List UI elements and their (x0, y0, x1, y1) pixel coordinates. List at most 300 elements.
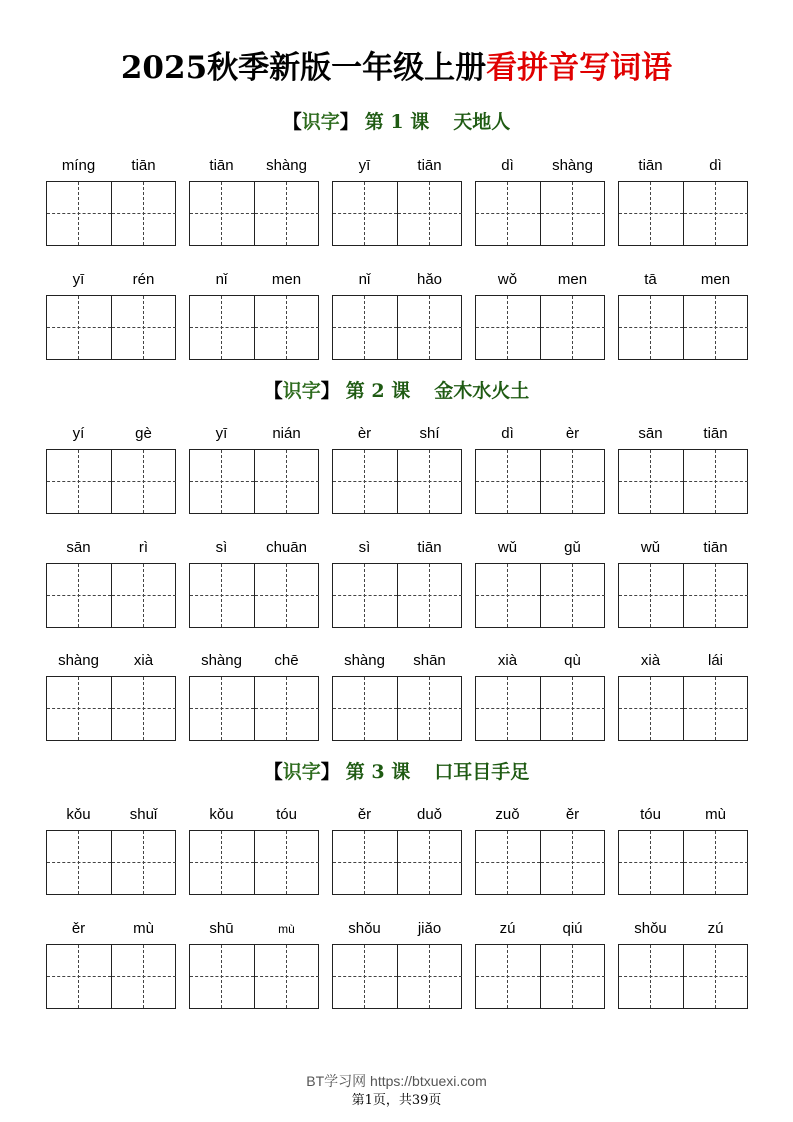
guide-line-horizontal (112, 481, 176, 482)
guide-line-horizontal (333, 481, 397, 482)
lesson-number: 第 1 课 (364, 111, 430, 133)
tian-zi-cell[interactable] (619, 945, 683, 1008)
word-item (46, 805, 176, 895)
word-item (475, 538, 605, 628)
guide-line-horizontal (47, 481, 111, 482)
guide-line-horizontal (112, 862, 176, 863)
pinyin-label: xià (133, 652, 154, 669)
tian-zi-cell[interactable] (190, 564, 254, 627)
pinyin-label: men (557, 271, 588, 288)
guide-line-horizontal (398, 213, 462, 214)
bracket-close: 】 (339, 111, 359, 133)
lesson-number: 第 2 课 (345, 380, 411, 402)
guide-line-horizontal (190, 862, 254, 863)
tian-zi-cell[interactable] (254, 831, 318, 894)
word-item (618, 156, 748, 246)
bracket-open: 【 (263, 380, 283, 402)
pinyin-label: shí (419, 425, 440, 442)
tian-zi-cell[interactable] (619, 182, 683, 245)
title-highlight: 看拼音写词语 (486, 50, 673, 86)
writing-grid (189, 295, 319, 360)
guide-line-horizontal (47, 213, 111, 214)
guide-line-horizontal (541, 481, 605, 482)
guide-line-horizontal (684, 481, 748, 482)
guide-line-horizontal (684, 327, 748, 328)
word-item (332, 805, 462, 895)
pinyin-label: sì (358, 539, 371, 556)
footer-page-number: 第1页，共39页 (351, 1093, 442, 1108)
tian-zi-cell[interactable] (47, 450, 111, 513)
guide-line-horizontal (333, 213, 397, 214)
guide-line-horizontal (47, 976, 111, 977)
word-item (46, 270, 176, 360)
pinyin-label: xià (497, 652, 518, 669)
tian-zi-cell[interactable] (476, 677, 540, 740)
pinyin-label: shàng (266, 157, 307, 174)
guide-line-horizontal (47, 862, 111, 863)
word-item (189, 270, 319, 360)
pinyin-label: shàng (201, 652, 242, 669)
guide-line-horizontal (476, 708, 540, 709)
guide-line-horizontal (476, 862, 540, 863)
guide-line-horizontal (619, 708, 683, 709)
pinyin-label: tā (644, 271, 657, 288)
lesson-heading (0, 760, 793, 784)
tian-zi-cell[interactable] (47, 945, 111, 1008)
word-item (189, 424, 319, 514)
pinyin-label: yí (72, 425, 85, 442)
tian-zi-cell[interactable] (111, 564, 175, 627)
writing-grid (189, 676, 319, 741)
tian-zi-cell[interactable] (683, 831, 747, 894)
pinyin-label: rén (132, 271, 155, 288)
tian-zi-cell[interactable] (190, 945, 254, 1008)
pinyin-label: shàng (58, 652, 99, 669)
pinyin-label: mù (278, 922, 295, 936)
guide-line-horizontal (398, 862, 462, 863)
word-item (46, 651, 176, 741)
writing-grid (618, 944, 748, 1009)
tian-zi-cell[interactable] (254, 296, 318, 359)
writing-grid (189, 944, 319, 1009)
tian-zi-cell[interactable] (476, 450, 540, 513)
pinyin-label: tiān (703, 425, 728, 442)
writing-grid (475, 830, 605, 895)
guide-line-horizontal (398, 708, 462, 709)
lesson-words: 口耳目手足 (434, 761, 530, 783)
lesson-tag: 识字 (301, 111, 340, 133)
guide-line-horizontal (333, 976, 397, 977)
writing-grid (618, 295, 748, 360)
pinyin-label: duǒ (416, 806, 443, 823)
guide-line-horizontal (255, 213, 319, 214)
pinyin-label: shàng (552, 157, 593, 174)
word-row (46, 156, 746, 246)
pinyin-label: shān (413, 652, 446, 669)
word-item (189, 538, 319, 628)
writing-grid (46, 944, 176, 1009)
writing-grid (618, 563, 748, 628)
guide-line-horizontal (112, 595, 176, 596)
writing-grid (189, 830, 319, 895)
tian-zi-cell[interactable] (333, 182, 397, 245)
tian-zi-cell[interactable] (111, 296, 175, 359)
guide-line-horizontal (190, 327, 254, 328)
pinyin-label: tóu (276, 806, 297, 823)
pinyin-label: kǒu (66, 806, 91, 823)
writing-grid (46, 676, 176, 741)
tian-zi-cell[interactable] (476, 182, 540, 245)
writing-grid (475, 944, 605, 1009)
tian-zi-cell[interactable] (540, 450, 604, 513)
pinyin-label: zuǒ (495, 806, 520, 823)
lesson-heading (0, 379, 793, 403)
tian-zi-cell[interactable] (333, 831, 397, 894)
pinyin-label: ěr (357, 806, 372, 823)
guide-line-horizontal (619, 213, 683, 214)
guide-line-horizontal (255, 481, 319, 482)
writing-grid (189, 563, 319, 628)
word-item (46, 424, 176, 514)
pinyin-label: míng (61, 157, 96, 174)
guide-line-horizontal (541, 327, 605, 328)
tian-zi-cell[interactable] (683, 182, 747, 245)
pinyin-label: sì (215, 539, 228, 556)
tian-zi-cell[interactable] (540, 182, 604, 245)
guide-line-horizontal (255, 976, 319, 977)
guide-line-horizontal (398, 327, 462, 328)
tian-zi-cell[interactable] (540, 296, 604, 359)
guide-line-horizontal (476, 213, 540, 214)
pinyin-label: tóu (640, 806, 661, 823)
writing-grid (332, 563, 462, 628)
guide-line-horizontal (684, 213, 748, 214)
tian-zi-cell[interactable] (254, 564, 318, 627)
pinyin-label: jiǎo (417, 920, 442, 937)
tian-zi-cell[interactable] (333, 677, 397, 740)
tian-zi-cell[interactable] (619, 677, 683, 740)
guide-line-horizontal (47, 595, 111, 596)
tian-zi-cell[interactable] (476, 945, 540, 1008)
word-item (189, 156, 319, 246)
word-item (475, 919, 605, 1009)
pinyin-label: xià (640, 652, 661, 669)
word-item (618, 424, 748, 514)
tian-zi-cell[interactable] (333, 945, 397, 1008)
guide-line-horizontal (398, 595, 462, 596)
guide-line-horizontal (255, 327, 319, 328)
word-item (189, 805, 319, 895)
pinyin-label: yī (215, 425, 228, 442)
pinyin-label: èr (357, 425, 372, 442)
tian-zi-cell[interactable] (619, 831, 683, 894)
tian-zi-cell[interactable] (47, 831, 111, 894)
guide-line-horizontal (255, 595, 319, 596)
word-item (332, 156, 462, 246)
pinyin-label: nǐ (358, 271, 371, 288)
tian-zi-cell[interactable] (190, 296, 254, 359)
tian-zi-cell[interactable] (111, 945, 175, 1008)
tian-zi-cell[interactable] (254, 450, 318, 513)
tian-zi-cell[interactable] (619, 564, 683, 627)
guide-line-horizontal (619, 976, 683, 977)
pinyin-label: shǒu (634, 920, 667, 937)
pinyin-label: sān (66, 539, 91, 556)
guide-line-horizontal (190, 595, 254, 596)
tian-zi-cell[interactable] (540, 677, 604, 740)
guide-line-horizontal (333, 862, 397, 863)
pinyin-label: tiān (638, 157, 663, 174)
guide-line-horizontal (190, 481, 254, 482)
tian-zi-cell[interactable] (47, 182, 111, 245)
guide-line-horizontal (619, 595, 683, 596)
guide-line-horizontal (255, 708, 319, 709)
lesson-number: 第 3 课 (345, 761, 411, 783)
tian-zi-cell[interactable] (333, 296, 397, 359)
tian-zi-cell[interactable] (190, 450, 254, 513)
lesson-heading (0, 110, 793, 134)
writing-grid (332, 449, 462, 514)
lesson-tag: 识字 (282, 761, 321, 783)
guide-line-horizontal (112, 213, 176, 214)
guide-line-horizontal (684, 976, 748, 977)
pinyin-label: dì (709, 157, 722, 174)
guide-line-horizontal (398, 481, 462, 482)
guide-line-horizontal (541, 595, 605, 596)
pinyin-label: tiān (209, 157, 234, 174)
word-item (332, 270, 462, 360)
word-row (46, 919, 746, 1009)
pinyin-label: yī (358, 157, 371, 174)
guide-line-horizontal (541, 213, 605, 214)
pinyin-label: tiān (131, 157, 156, 174)
guide-line-horizontal (476, 481, 540, 482)
word-item (618, 919, 748, 1009)
guide-line-horizontal (684, 595, 748, 596)
pinyin-label: lái (707, 652, 723, 669)
pinyin-label: ěr (565, 806, 580, 823)
pinyin-label: dì (501, 425, 514, 442)
tian-zi-cell[interactable] (476, 831, 540, 894)
tian-zi-cell[interactable] (190, 182, 254, 245)
guide-line-horizontal (476, 595, 540, 596)
guide-line-horizontal (541, 862, 605, 863)
guide-line-horizontal (398, 976, 462, 977)
word-row (46, 651, 746, 741)
tian-zi-cell[interactable] (111, 450, 175, 513)
guide-line-horizontal (541, 708, 605, 709)
tian-zi-cell[interactable] (333, 450, 397, 513)
pinyin-label: wǔ (497, 539, 518, 556)
word-item (475, 156, 605, 246)
page-title (0, 48, 793, 88)
writing-grid (332, 295, 462, 360)
tian-zi-cell[interactable] (111, 831, 175, 894)
word-item (618, 538, 748, 628)
tian-zi-cell[interactable] (683, 296, 747, 359)
tian-zi-cell[interactable] (333, 564, 397, 627)
guide-line-horizontal (541, 976, 605, 977)
writing-grid (475, 676, 605, 741)
bracket-open: 【 (282, 111, 302, 133)
guide-line-horizontal (112, 976, 176, 977)
pinyin-label: qiú (562, 920, 583, 937)
pinyin-label: sān (638, 425, 663, 442)
tian-zi-cell[interactable] (683, 564, 747, 627)
tian-zi-cell[interactable] (476, 564, 540, 627)
pinyin-label: tiān (703, 539, 728, 556)
tian-zi-cell[interactable] (397, 182, 461, 245)
guide-line-horizontal (333, 708, 397, 709)
pinyin-label: gǔ (564, 539, 581, 556)
guide-line-horizontal (112, 327, 176, 328)
tian-zi-cell[interactable] (397, 296, 461, 359)
pinyin-label: shū (209, 920, 234, 937)
writing-grid (332, 830, 462, 895)
pinyin-label: kǒu (209, 806, 234, 823)
pinyin-label: shǒu (348, 920, 381, 937)
word-item (332, 919, 462, 1009)
writing-grid (46, 563, 176, 628)
word-item (475, 270, 605, 360)
word-item (332, 424, 462, 514)
word-item (332, 651, 462, 741)
guide-line-horizontal (190, 213, 254, 214)
pinyin-label: ěr (71, 920, 86, 937)
pinyin-label: gè (135, 425, 152, 442)
pinyin-label: hǎo (416, 271, 443, 288)
tian-zi-cell[interactable] (397, 831, 461, 894)
writing-grid (46, 295, 176, 360)
writing-grid (475, 449, 605, 514)
bracket-close: 】 (320, 761, 340, 783)
guide-line-horizontal (255, 862, 319, 863)
tian-zi-cell[interactable] (47, 296, 111, 359)
guide-line-horizontal (684, 862, 748, 863)
tian-zi-cell[interactable] (397, 450, 461, 513)
word-item (332, 538, 462, 628)
writing-grid (46, 449, 176, 514)
word-row (46, 538, 746, 628)
pinyin-label: mù (133, 920, 154, 937)
tian-zi-cell[interactable] (111, 182, 175, 245)
tian-zi-cell[interactable] (619, 296, 683, 359)
tian-zi-cell[interactable] (540, 945, 604, 1008)
tian-zi-cell[interactable] (683, 945, 747, 1008)
writing-grid (46, 181, 176, 246)
footer-site: BT学习网 https://btxuexi.com (306, 1073, 487, 1089)
word-item (189, 919, 319, 1009)
guide-line-horizontal (190, 708, 254, 709)
tian-zi-cell[interactable] (397, 945, 461, 1008)
word-item (46, 538, 176, 628)
guide-line-horizontal (333, 327, 397, 328)
tian-zi-cell[interactable] (47, 564, 111, 627)
pinyin-label: tiān (417, 539, 442, 556)
word-item (475, 805, 605, 895)
pinyin-label: rì (138, 539, 149, 556)
tian-zi-cell[interactable] (47, 677, 111, 740)
tian-zi-cell[interactable] (397, 677, 461, 740)
tian-zi-cell[interactable] (397, 564, 461, 627)
guide-line-horizontal (112, 708, 176, 709)
writing-grid (332, 944, 462, 1009)
writing-grid (189, 181, 319, 246)
guide-line-horizontal (476, 976, 540, 977)
pinyin-label: shàng (344, 652, 385, 669)
tian-zi-cell[interactable] (190, 677, 254, 740)
word-item (46, 919, 176, 1009)
writing-grid (618, 449, 748, 514)
tian-zi-cell[interactable] (540, 564, 604, 627)
pinyin-label: nián (272, 425, 301, 442)
word-item (46, 156, 176, 246)
pinyin-label: tiān (417, 157, 442, 174)
guide-line-horizontal (47, 327, 111, 328)
pinyin-label: men (700, 271, 731, 288)
lesson-words: 金木水火土 (434, 380, 530, 402)
word-row (46, 270, 746, 360)
writing-grid (475, 181, 605, 246)
writing-grid (475, 295, 605, 360)
writing-grid (332, 676, 462, 741)
pinyin-label: yī (72, 271, 85, 288)
pinyin-label: èr (565, 425, 580, 442)
guide-line-horizontal (619, 862, 683, 863)
tian-zi-cell[interactable] (190, 831, 254, 894)
tian-zi-cell[interactable] (683, 450, 747, 513)
tian-zi-cell[interactable] (254, 945, 318, 1008)
word-item (475, 424, 605, 514)
tian-zi-cell[interactable] (540, 831, 604, 894)
pinyin-label: nǐ (215, 271, 228, 288)
tian-zi-cell[interactable] (683, 677, 747, 740)
guide-line-horizontal (619, 481, 683, 482)
guide-line-horizontal (47, 708, 111, 709)
guide-line-horizontal (619, 327, 683, 328)
pinyin-label: wǔ (640, 539, 661, 556)
word-item (618, 270, 748, 360)
word-row (46, 805, 746, 895)
pinyin-label: men (271, 271, 302, 288)
tian-zi-cell[interactable] (254, 182, 318, 245)
guide-line-horizontal (333, 595, 397, 596)
guide-line-horizontal (684, 708, 748, 709)
pinyin-label: wǒ (497, 271, 518, 288)
writing-grid (618, 676, 748, 741)
word-item (618, 805, 748, 895)
pinyin-label: zú (499, 920, 516, 937)
writing-grid (46, 830, 176, 895)
title-main: 2025秋季新版一年级上册 (120, 50, 487, 86)
word-row (46, 424, 746, 514)
pinyin-label: qù (564, 652, 581, 669)
tian-zi-cell[interactable] (254, 677, 318, 740)
writing-grid (332, 181, 462, 246)
writing-grid (618, 181, 748, 246)
pinyin-label: chuān (266, 539, 307, 556)
bracket-open: 【 (263, 761, 283, 783)
tian-zi-cell[interactable] (111, 677, 175, 740)
word-item (475, 651, 605, 741)
tian-zi-cell[interactable] (476, 296, 540, 359)
word-item (618, 651, 748, 741)
bracket-close: 】 (320, 380, 340, 402)
pinyin-label: mù (705, 806, 726, 823)
pinyin-label: dì (501, 157, 514, 174)
pinyin-label: zú (707, 920, 724, 937)
tian-zi-cell[interactable] (619, 450, 683, 513)
